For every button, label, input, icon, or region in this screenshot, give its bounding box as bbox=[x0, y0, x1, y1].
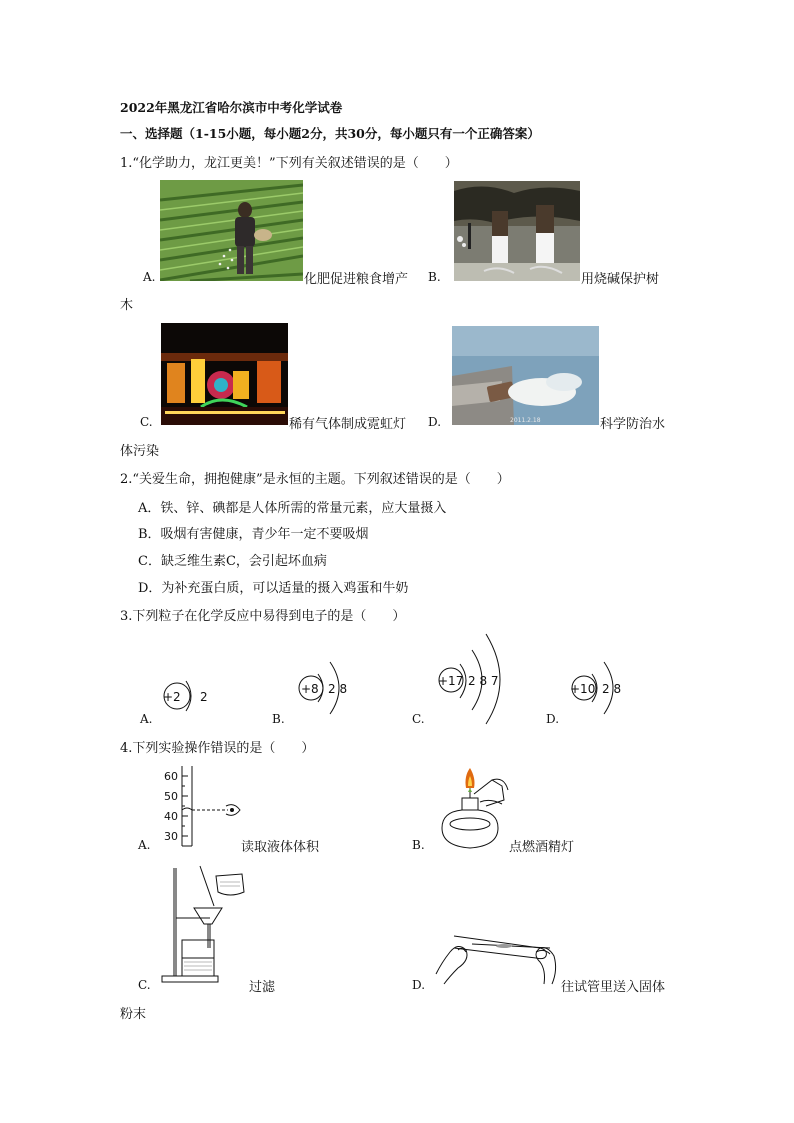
q4-option-a-label: A. bbox=[138, 838, 151, 852]
q2-option-c: C．缺乏维生素C，会引起坏血病 bbox=[138, 554, 327, 569]
neon-lights-photo bbox=[161, 323, 288, 425]
q1-option-c-label: C. bbox=[140, 415, 153, 429]
test-tube-powder-diagram bbox=[432, 926, 562, 986]
atom-a-shells: 2 bbox=[200, 690, 208, 704]
atom-c-shells: 2 8 7 bbox=[468, 674, 499, 688]
q4-option-d-label: D. bbox=[412, 978, 426, 992]
alcohol-lamp-diagram bbox=[432, 766, 512, 852]
q4-stem: 4.下列实验操作错误的是（ ） bbox=[120, 741, 315, 756]
cylinder-tick-60: 60 bbox=[164, 770, 178, 783]
exam-title: 2022年黑龙江省哈尔滨市中考化学试卷 bbox=[120, 100, 343, 115]
photo-d-caption: 2011.2.18 bbox=[510, 417, 541, 424]
q2-option-a: A．铁、锌、碘都是人体所需的常量元素，应大量摄入 bbox=[138, 501, 447, 516]
water-pollution-photo bbox=[452, 326, 599, 425]
q3-option-a-label: A. bbox=[140, 712, 153, 726]
section-heading: 一、选择题（1-15小题，每小题2分，共30分，每小题只有一个正确答案） bbox=[120, 126, 540, 141]
q1-option-b-text: 用烧碱保护树 bbox=[581, 272, 660, 287]
atom-c-nucleus: +17 bbox=[438, 674, 464, 688]
q4-option-d-text: 往试管里送入固体 bbox=[561, 980, 666, 995]
atom-b-shells: 2 8 bbox=[328, 682, 348, 696]
q1-option-a-label: A. bbox=[143, 270, 156, 284]
q1-option-c-text: 稀有气体制成霓虹灯 bbox=[289, 417, 407, 432]
atom-d-shells: 2 8 bbox=[602, 682, 622, 696]
q2-option-d: D．为补充蛋白质，可以适量的摄入鸡蛋和牛奶 bbox=[138, 581, 409, 596]
q4-option-c-text: 过滤 bbox=[249, 980, 276, 995]
q2-stem: 2.“关爱生命，拥抱健康”是永恒的主题。下列叙述错误的是（ ） bbox=[120, 472, 510, 487]
filtration-diagram bbox=[158, 862, 250, 988]
q3-stem: 3.下列粒子在化学反应中易得到电子的是（ ） bbox=[120, 609, 406, 624]
cylinder-tick-30: 30 bbox=[164, 830, 178, 843]
q4-option-d-text-wrap: 粉末 bbox=[120, 1007, 147, 1022]
q2-option-b: B．吸烟有害健康，青少年一定不要吸烟 bbox=[138, 527, 369, 542]
atom-structure-diagrams bbox=[120, 628, 680, 728]
q1-option-b-label: B. bbox=[428, 270, 441, 284]
atom-b-nucleus: +8 bbox=[301, 682, 319, 696]
q4-option-b-text: 点燃酒精灯 bbox=[509, 840, 575, 855]
q1-option-d-label: D. bbox=[428, 415, 442, 429]
q3-option-c-label: C. bbox=[412, 712, 425, 726]
q1-stem: 1.“化学助力，龙江更美！”下列有关叙述错误的是（ ） bbox=[120, 156, 458, 171]
q3-option-d-label: D. bbox=[546, 712, 560, 726]
graduated-cylinder-diagram bbox=[160, 762, 245, 848]
fertilizer-photo bbox=[160, 180, 303, 281]
cylinder-tick-50: 50 bbox=[164, 790, 178, 803]
q1-option-b-text-wrap: 木 bbox=[120, 298, 134, 313]
atom-d-nucleus: +10 bbox=[570, 682, 596, 696]
q1-option-d-text: 科学防治水 bbox=[600, 417, 666, 432]
q4-option-c-label: C. bbox=[138, 978, 151, 992]
q4-option-b-label: B. bbox=[412, 838, 425, 852]
q1-option-d-text-wrap: 体污染 bbox=[120, 444, 160, 459]
q3-option-b-label: B. bbox=[272, 712, 285, 726]
q1-option-a-text: 化肥促进粮食增产 bbox=[304, 272, 409, 287]
atom-a-nucleus: +2 bbox=[163, 690, 181, 704]
q4-option-a-text: 读取液体体积 bbox=[241, 840, 320, 855]
cylinder-tick-40: 40 bbox=[164, 810, 178, 823]
tree-whitewash-photo bbox=[454, 181, 580, 281]
